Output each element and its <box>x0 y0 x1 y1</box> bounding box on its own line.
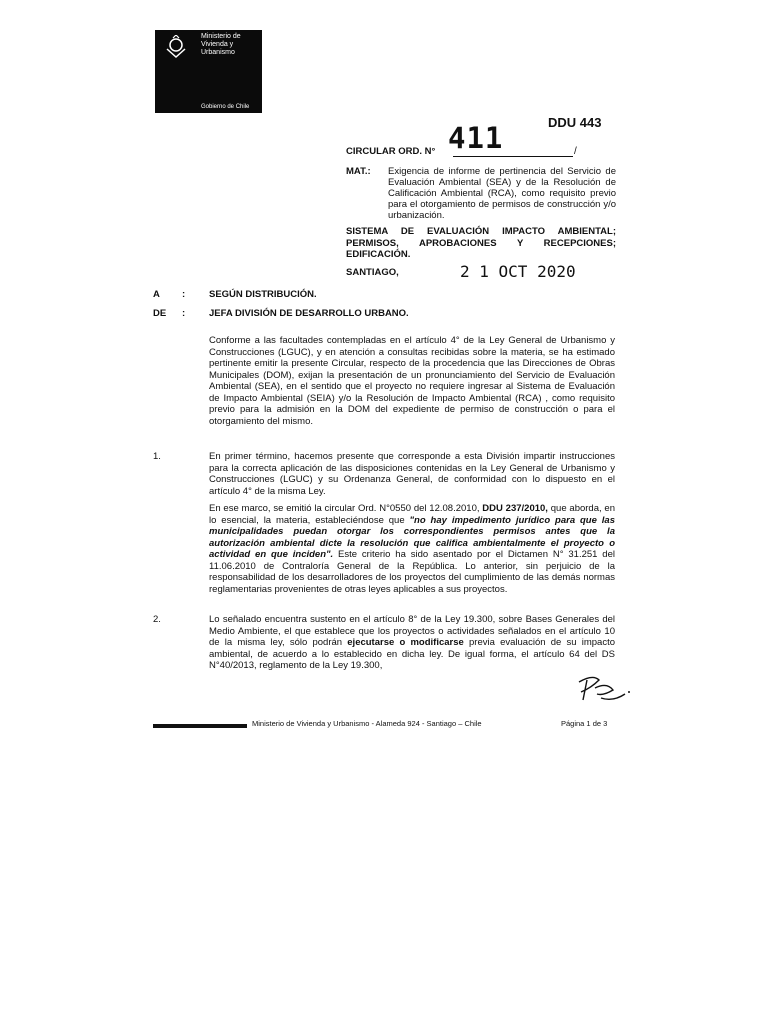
circular-number-line <box>453 156 573 157</box>
logo-footer: Gobierno de Chile <box>201 104 250 110</box>
logo-text <box>201 33 261 57</box>
item-1-number: 1. <box>153 451 161 462</box>
city-label: SANTIAGO, <box>346 267 399 278</box>
p2-part-c: que aborda, en lo esencial, la materia, estableciéndose que <box>209 503 615 526</box>
item-2-paragraph <box>209 614 615 672</box>
logo-line-2: Vivienda y <box>201 41 234 48</box>
circular-label: CIRCULAR ORD. N° <box>346 146 436 157</box>
signature-initials-icon <box>573 672 633 706</box>
topic-heading: SISTEMA DE EVALUACIÓN IMPACTO AMBIENTAL; PERMISOS, APROBACIONES Y RECEPCIONES; EDIFICACIÓN. <box>346 226 616 260</box>
coat-of-arms-icon <box>163 35 189 61</box>
handwritten-number: 411 <box>448 121 504 155</box>
item2-part-a: Lo señalado encuentra sustento en el artículo 8° de la Ley 19.300, sobre Bases Generales del Medio Ambiente, el que establece que los proyectos o actividades señalados en el artículo 10 de la misma ley, sólo podrán <box>209 614 615 648</box>
page-number: Página 1 de 3 <box>561 719 608 728</box>
to-key: A <box>153 289 160 300</box>
intro-paragraph: Conforme a las facultades contempladas en el artículo 4° de la Ley General de Urbanismo y Construcciones (LGUC), y en atención a consultas recibidas sobre la materia, se ha estimado pertinente emitir la presente Circular, respecto de la procedencia que las Direcciones de Obras Municipales (DOM), exijan la presentación de un pronunciamiento del Servicio de Evaluación Ambiental (SEA), en el sentido que el proyecto no requiere ingresar al Sistema de Evaluación de Impacto Ambiental (SEIA) y/o la Resolución de Impacto Ambiental (RCA) , como requisito previo para la admisión en la DOM del expediente de permiso de construcción o para el otorgamiento del mismo. <box>209 335 615 427</box>
document-code: DDU 443 <box>548 115 602 130</box>
to-value: SEGÚN DISTRIBUCIÓN. <box>209 289 317 300</box>
item2-bold: ejecutarse o modificarse <box>347 637 464 648</box>
p2-part-e: Este criterio ha sido asentado por el Dictamen N° 31.251 del 11.06.2010 de Contraloría General de la República. Lo anterior, sin perjuicio de la responsabilidad de los desarrolladores de los proyectos del cumplimiento de las demás normas reglamentarias provenientes de otras leyes aplicables a sus proyectos. <box>209 549 615 595</box>
subject-label: MAT.: <box>346 166 371 177</box>
p2-part-a: En ese marco, se emitió la circular Ord. N°0550 del 12.08.2010, <box>209 503 483 514</box>
from-key: DE <box>153 308 167 319</box>
ministry-logo <box>155 30 262 113</box>
footer-address: Ministerio de Vivienda y Urbanismo - Alameda 924 - Santiago – Chile <box>252 719 482 728</box>
circular-slash: / <box>574 146 577 157</box>
item-1-paragraph: En primer término, hacemos presente que corresponde a esta División impartir instrucciones para la correcta aplicación de las disposiciones contenidas en la Ley General de Urbanismo y Construcciones (LGUC) y su Ordenanza General, de conformidad con lo dispuesto en el artículo 4° de la misma Ley. <box>209 451 615 497</box>
footer-bar <box>153 724 247 728</box>
to-colon: : <box>182 289 186 300</box>
stamped-date: 2 1 OCT 2020 <box>460 262 576 281</box>
logo-line-1: Ministerio de <box>201 33 241 40</box>
logo-line-3: Urbanismo <box>201 49 235 56</box>
from-value: JEFA DIVISIÓN DE DESARROLLO URBANO. <box>209 308 409 319</box>
item-1-paragraph-2 <box>209 503 615 595</box>
p2-ddu-ref: DDU 237/2010, <box>482 503 548 514</box>
from-colon: : <box>182 308 186 319</box>
item-2-number: 2. <box>153 614 161 625</box>
subject-text: Exigencia de informe de pertinencia del Servicio de Evaluación Ambiental (SEA) y de la Resolución de Calificación Ambiental (RCA), como requisito previo para el otorgamiento de permisos de construcción y/o urbanización. <box>388 166 616 221</box>
p2-quote: "no hay impedimento jurídico para que las municipalidades puedan otorgar los correspondientes permisos antes que la autorización ambiental dicte la resolución que califica ambientalmente el proyecto o actividad en que inciden". <box>209 514 616 560</box>
item2-part-c: previa evaluación de su impacto ambiental, de acuerdo a lo establecido en dicha ley. De igual forma, el artículo 64 del DS N°40/2013, reglamento de la Ley 19.300, <box>209 637 616 671</box>
